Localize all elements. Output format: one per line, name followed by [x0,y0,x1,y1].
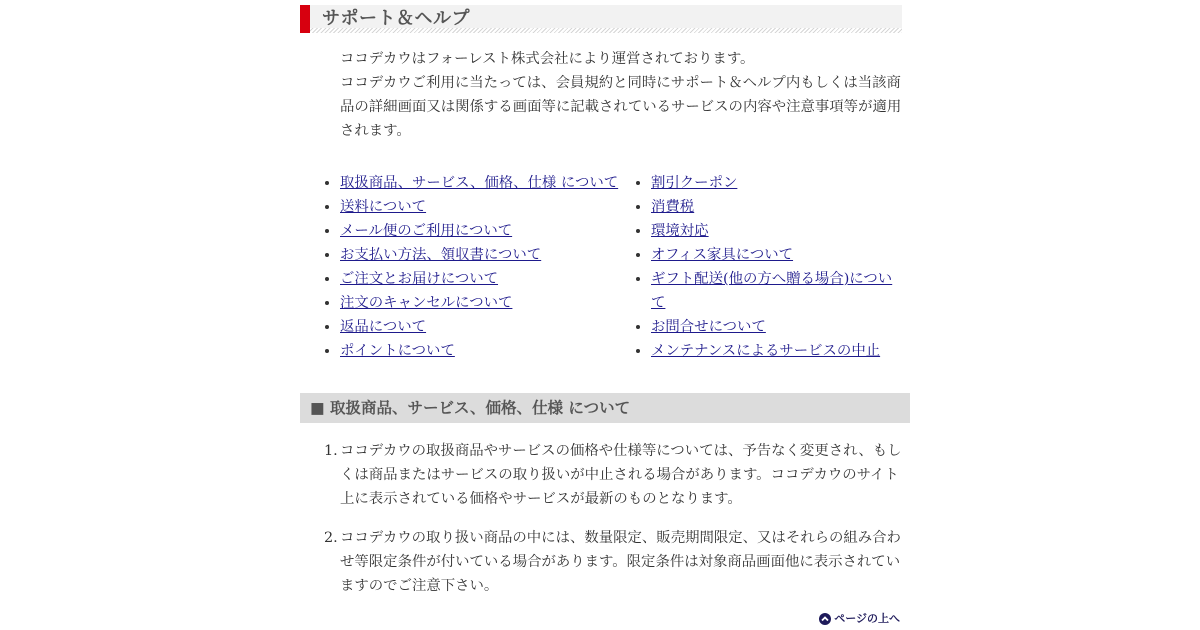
link-products-pricing[interactable]: 取扱商品、サービス、価格、仕様 について [340,175,619,191]
link-consumption-tax[interactable]: 消費税 [651,199,695,215]
page-top-link[interactable] [819,611,900,627]
intro-line-1: ココデカウはフォーレスト株式会社により運営されております。 [340,51,755,67]
list-item [651,315,902,339]
list-item [340,219,618,243]
up-arrow-circle-icon [819,613,831,625]
link-mail-delivery[interactable]: メール便のご利用について [340,223,513,239]
list-item [340,243,618,267]
link-contact[interactable]: お問合せについて [651,319,766,335]
page-title [300,5,902,33]
list-item [324,526,902,598]
link-environment[interactable]: 環境対応 [651,223,709,239]
link-list-left [340,171,618,363]
link-list-right [651,171,902,363]
title-accent-bar [300,5,310,33]
item-number: 1. [324,443,338,459]
link-coupon[interactable]: 割引クーポン [651,175,738,191]
link-returns[interactable]: 返品について [340,319,427,335]
item-text: ココデカウの取扱商品やサービスの価格や仕様等については、予告なく変更され、もしくは商品またはサービスの取り扱いが中止される場合があります。ココデカウのサイト上に表示されている価格やサービスが最新のものとなります。 [340,443,902,507]
list-item [340,171,618,195]
list-item [651,339,902,363]
section-heading [300,393,910,423]
list-item [340,195,618,219]
item-number: 2. [324,530,338,546]
page-top-label: ページの上へ [834,612,900,625]
link-maintenance[interactable]: メンテナンスによるサービスの中止 [651,343,881,359]
link-office-furniture[interactable]: オフィス家具について [651,247,794,263]
link-shipping-fee[interactable]: 送料について [340,199,427,215]
page-title-text: サポート＆ヘルプ [322,8,470,29]
list-item [651,243,902,267]
list-item [324,439,902,511]
list-item [340,291,618,315]
section-heading-text: ■ 取扱商品、サービス、価格、仕様 について [310,399,631,417]
item-text: ココデカウの取り扱い商品の中には、数量限定、販売期間限定、又はそれらの組み合わせ等限定条件が付いている場合があります。限定条件は対象商品画面他に表示されていますのでご注意下さい。 [340,530,901,594]
list-item [340,339,618,363]
list-item [340,267,618,291]
link-payment-receipt[interactable]: お支払い方法、領収書について [340,247,542,263]
intro-line-2: ココデカウご利用に当たっては、会員規約と同時にサポート＆ヘルプ内もしくは当該商品の詳細画面又は関係する画面等に記載されているサービスの内容や注意事項等が適用されます。 [340,75,902,139]
list-item [651,219,902,243]
list-item [651,171,902,195]
section-notes-list [324,439,902,613]
link-gift-delivery[interactable]: ギフト配送(他の方へ贈る場合)について [651,271,893,311]
link-order-delivery[interactable]: ご注文とお届けについて [340,271,499,287]
intro-text [340,47,902,143]
link-order-cancel[interactable]: 注文のキャンセルについて [340,295,513,311]
list-item [651,195,902,219]
list-item [340,315,618,339]
link-points[interactable]: ポイントについて [340,343,455,359]
list-item [651,267,902,315]
